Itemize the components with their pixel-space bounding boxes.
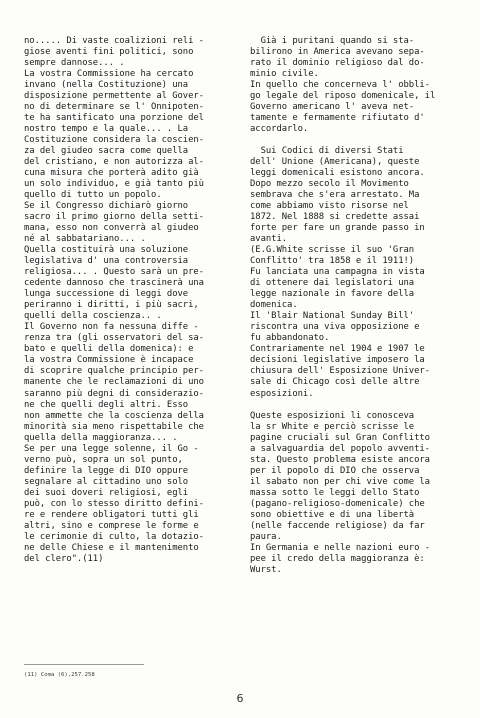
text-line: renza tra (gli osservatori del sa- [24, 333, 204, 344]
right-text-column [250, 36, 468, 576]
text-line: religiosa... . Questo sarà un pre- [24, 267, 204, 278]
text-line: In Germania e nelle nazioni euro - [250, 542, 430, 553]
text-line: Il 'Blair National Sunday Bill' [250, 311, 415, 322]
text-line: per il popolo di DIO che osserva [250, 465, 420, 476]
text-line: segnalare al cittadino uno solo [24, 476, 189, 487]
text-line: chiusura dell' Esposizione Univer- [250, 366, 430, 377]
text-line: lunga successione di leggi dove [24, 289, 189, 300]
text-line: domenica. [250, 300, 298, 311]
text-line: La vostra Commissione ha cercato [24, 69, 194, 80]
text-line: Conflitto' tra 1858 e il 1911!) [250, 256, 415, 267]
text-line: no..... Di vaste coalizioni reli - [24, 36, 204, 46]
text-line: fu abbandonato. [250, 333, 330, 344]
text-line: Contrariamente nel 1904 e 1907 le [250, 344, 425, 355]
text-line: Wurst. [250, 564, 282, 575]
text-line: periranno i diritti, i più sacri, [24, 300, 199, 311]
text-line: quella della maggioranza... . [24, 432, 178, 443]
text-line: Queste esposizioni li conosceva [250, 410, 415, 421]
text-line: di ottenere dai legislatori una [250, 278, 415, 289]
text-line: bilirono in America avevano sepa- [250, 47, 425, 58]
text-line: re e rendere obligatori tutti gli [24, 509, 199, 520]
text-line: manente che le reclamazioni di uno [24, 377, 204, 388]
text-line: ne delle Chiese e il mantenimento [24, 542, 199, 553]
text-line: legislativa d' una controversia [24, 256, 189, 267]
text-line: saranno più degni di considerazio- [24, 388, 204, 399]
text-line: (nelle faccende religiose) da far [250, 520, 425, 531]
text-line: a salvaguardia del popolo avventi- [250, 443, 430, 454]
text-line: pagine cruciali sul Gran Conflitto [250, 432, 430, 443]
text-line: ne che quelli degli altri. Esso [24, 399, 189, 410]
text-line: definire la legge di DIO oppure [24, 465, 189, 476]
text-line: esposizioni. [250, 388, 314, 399]
text-line: può, con lo stesso diritto defini- [24, 498, 204, 509]
text-line: riscontra una viva opposizione e [250, 322, 420, 333]
text-line: Il Governo non fa nessuna diffe - [24, 322, 199, 333]
text-line: come abbiamo visto risorse nel [250, 201, 409, 212]
text-line: sono obiettive e di una libertà [250, 509, 415, 520]
text-line: Se il Congresso dichiarò giorno [24, 201, 189, 212]
text-line: Dopo mezzo secolo il Movimento [250, 179, 409, 190]
text-line: 1872. Nel 1888 si credette assai [250, 212, 420, 223]
text-line: Fu lanciata una campagna in vista [250, 267, 425, 278]
text-line: di scoprire qualche principio per- [24, 366, 204, 377]
text-line: pee il credo della maggioranza è: [250, 553, 425, 564]
text-line: accordarlo. [250, 124, 309, 135]
left-text-column [24, 36, 248, 565]
text-line: un solo individuo, e già tanto più [24, 179, 204, 190]
text-line: go legale del riposo domenicale, il [250, 91, 436, 102]
text-line: invano (nella Costituzione) una [24, 80, 189, 91]
text-line: Governo americano l' aveva net- [250, 102, 415, 113]
text-line: decisioni legislative imposero la [250, 355, 425, 366]
text-line: non ammette che la coscienza della [24, 410, 204, 421]
footnote: (11) Coma (6),257.258 [24, 672, 95, 678]
text-line: sempre dannose... . [24, 58, 125, 69]
text-line: massa sotto le leggi dello Stato [250, 487, 420, 498]
text-line: la vostra Commissione è incapace [24, 355, 194, 366]
text-line: né al sabbatariano... . [24, 234, 146, 245]
text-line: forte per fare un grande passo in [250, 223, 425, 234]
text-line: minio civile. [250, 69, 319, 80]
text-line: minorità sia meno rispettabile che [24, 421, 204, 432]
text-line: verno può, sopra un sol punto, [24, 454, 183, 465]
text-line: leggi domenicali esistono ancora. [250, 168, 425, 179]
text-line: (pagano-religioso-domenicale) che [250, 498, 425, 509]
text-line: bato e quelli della domenica): e [24, 344, 194, 355]
footnote-rule [24, 664, 144, 665]
text-line: legge nazionale in favore della [250, 289, 415, 300]
text-line: cuna misura che porterà adito già [24, 168, 199, 179]
text-line: quelli della coscienza.. . [24, 311, 162, 322]
text-line: giose aventi fini politici, sono [24, 47, 194, 58]
text-line: In quello che concerneva l' obbli- [250, 80, 430, 91]
text-line [250, 135, 468, 146]
text-line: (E.G.White scrisse il suo 'Gran [250, 245, 415, 256]
text-line: paura. [250, 531, 282, 542]
text-line: dei suoi doveri religiosi, egli [24, 487, 189, 498]
text-line: del clero".(11) [24, 553, 104, 564]
text-line [250, 400, 468, 411]
text-line: Già i puritani quando si sta- [250, 36, 415, 46]
text-line: del cristiano, e non autorizza al- [24, 157, 204, 168]
text-line: altri, sino e comprese le forme e [24, 520, 199, 531]
text-line: za del giudeo sacra come quella [24, 146, 189, 157]
text-line: no di determinare se l' Onnipoten- [24, 102, 204, 113]
text-line: cedente dannoso che trascinerà una [24, 278, 204, 289]
text-line: Quella costituirà una soluzione [24, 245, 189, 256]
text-line: sembrava che s'era arrestato. Ma [250, 190, 420, 201]
text-line: mana, esso non converrà al giudeo [24, 223, 199, 234]
text-line: nostro tempo e la quale... . La [24, 124, 189, 135]
text-line: le cerimonie di culto, la dotazio- [24, 531, 204, 542]
text-line: avanti. [250, 234, 288, 245]
text-line: sacro il primo giorno della setti- [24, 212, 204, 223]
text-line: il sabato non per chi vive come la [250, 476, 430, 487]
text-line: tamente e fermamente rifiutato d' [250, 113, 425, 124]
page-number: 6 [236, 692, 244, 705]
text-line: Costituzione considera la coscien- [24, 135, 204, 146]
text-line: sta. Questo problema esiste ancora [250, 454, 430, 465]
text-line: dell' Unione (Americana), queste [250, 157, 420, 168]
text-line: quello di tutto un popolo. [24, 190, 162, 201]
text-line: la sr White e perciò scrisse le [250, 421, 415, 432]
text-line: sale di Chicago così delle altre [250, 377, 420, 388]
text-line: Se per una legge solenne, il Go - [24, 443, 199, 454]
text-line: rato il dominio religioso dal do- [250, 58, 425, 69]
text-line: te ha santificato una porzione del [24, 113, 204, 124]
text-line: Sui Codici di diversi Stati [250, 146, 404, 157]
text-line: disposizione permettente al Gover- [24, 91, 204, 102]
